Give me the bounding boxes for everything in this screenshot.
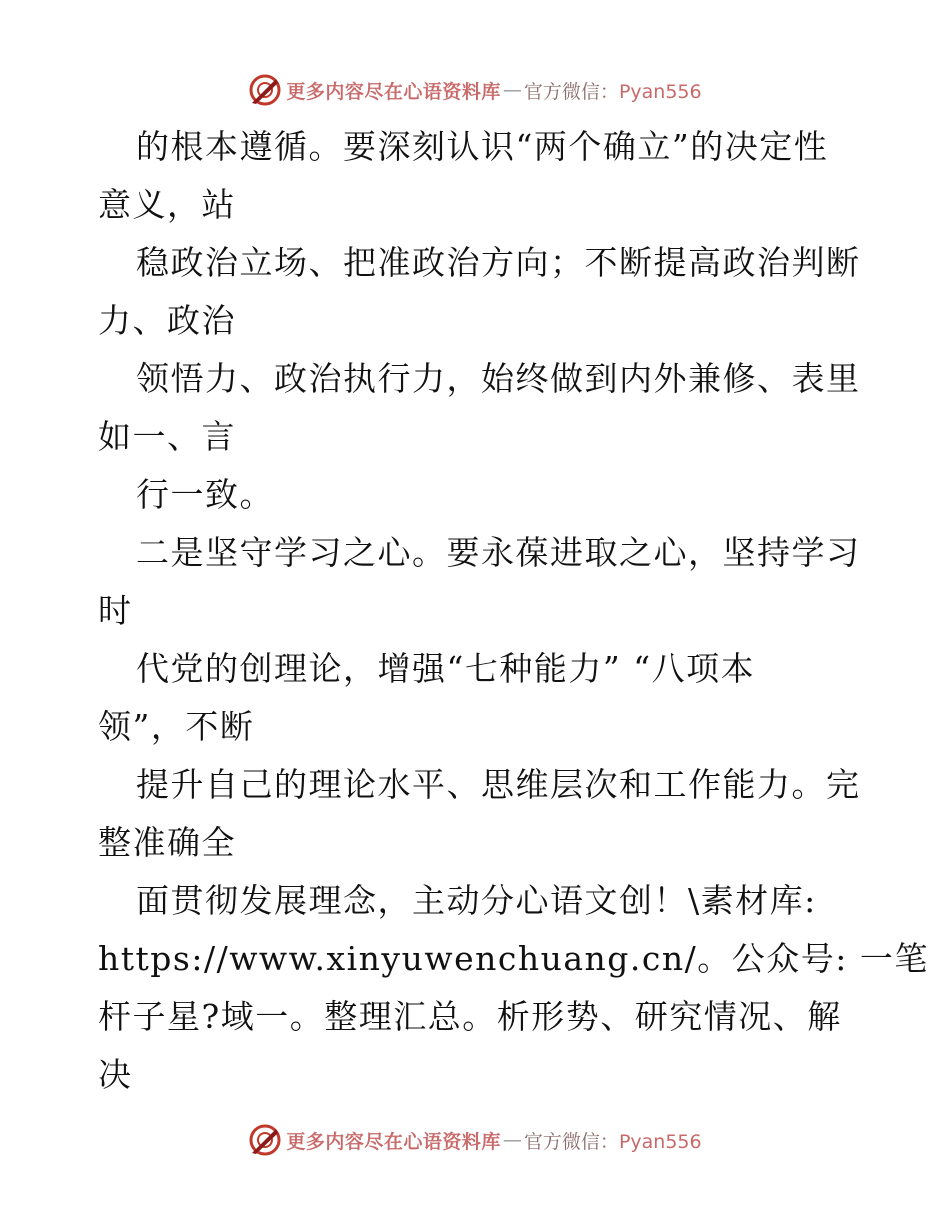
text-line: 行一致。	[136, 475, 274, 514]
text-line: 领”，不断	[98, 707, 255, 746]
text-line: 如一、言	[98, 417, 236, 456]
text-line: 提升自己的理论水平、思维层次和工作能力。完	[136, 765, 861, 804]
watermark-separator: —	[502, 1129, 522, 1151]
watermark-contact-id: Pyan556	[618, 80, 702, 103]
document-body	[98, 118, 929, 1104]
header-watermark	[0, 70, 950, 110]
quill-logo-icon	[248, 1123, 282, 1157]
text-line: 杆子星?域一。整理汇总。析形势、研究情况、解	[98, 997, 842, 1036]
text-line: 整准确全	[98, 823, 236, 862]
text-line: 二是坚守学习之心。要永葆进取之心，坚持学习	[136, 533, 861, 572]
text-line: 面贯彻发展理念，主动分心语文创！\素材库:	[136, 881, 817, 920]
text-line: 领悟力、政治执行力，始终做到内外兼修、表里	[136, 359, 861, 398]
watermark-contact	[524, 1127, 702, 1154]
text-line: 代党的创理论，增强“七种能力” “八项本	[136, 649, 756, 688]
text-line: 稳政治立场、把准政治方向；不断提高政治判断	[136, 243, 861, 282]
footer-watermark	[0, 1120, 950, 1160]
text-line: 意义，站	[98, 185, 236, 224]
watermark-separator: —	[502, 79, 522, 101]
text-line: 决	[98, 1055, 133, 1094]
watermark-contact-label: 官方微信：	[523, 80, 619, 103]
text-line: 时	[98, 591, 133, 630]
watermark-brand: 更多内容尽在心语资料库	[286, 80, 501, 103]
watermark-brand: 更多内容尽在心语资料库	[286, 1130, 501, 1153]
watermark-contact-label: 官方微信：	[523, 1130, 619, 1153]
text-line: 的根本遵循。要深刻认识“两个确立”的决定性	[136, 127, 829, 166]
watermark-contact-id: Pyan556	[618, 1130, 702, 1153]
text-line: https://www.xinyuwenchuang.cn/。公众号: 一笔	[98, 939, 929, 978]
watermark-contact	[524, 77, 702, 104]
quill-logo-icon	[248, 73, 282, 107]
text-line: 力、政治	[98, 301, 236, 340]
